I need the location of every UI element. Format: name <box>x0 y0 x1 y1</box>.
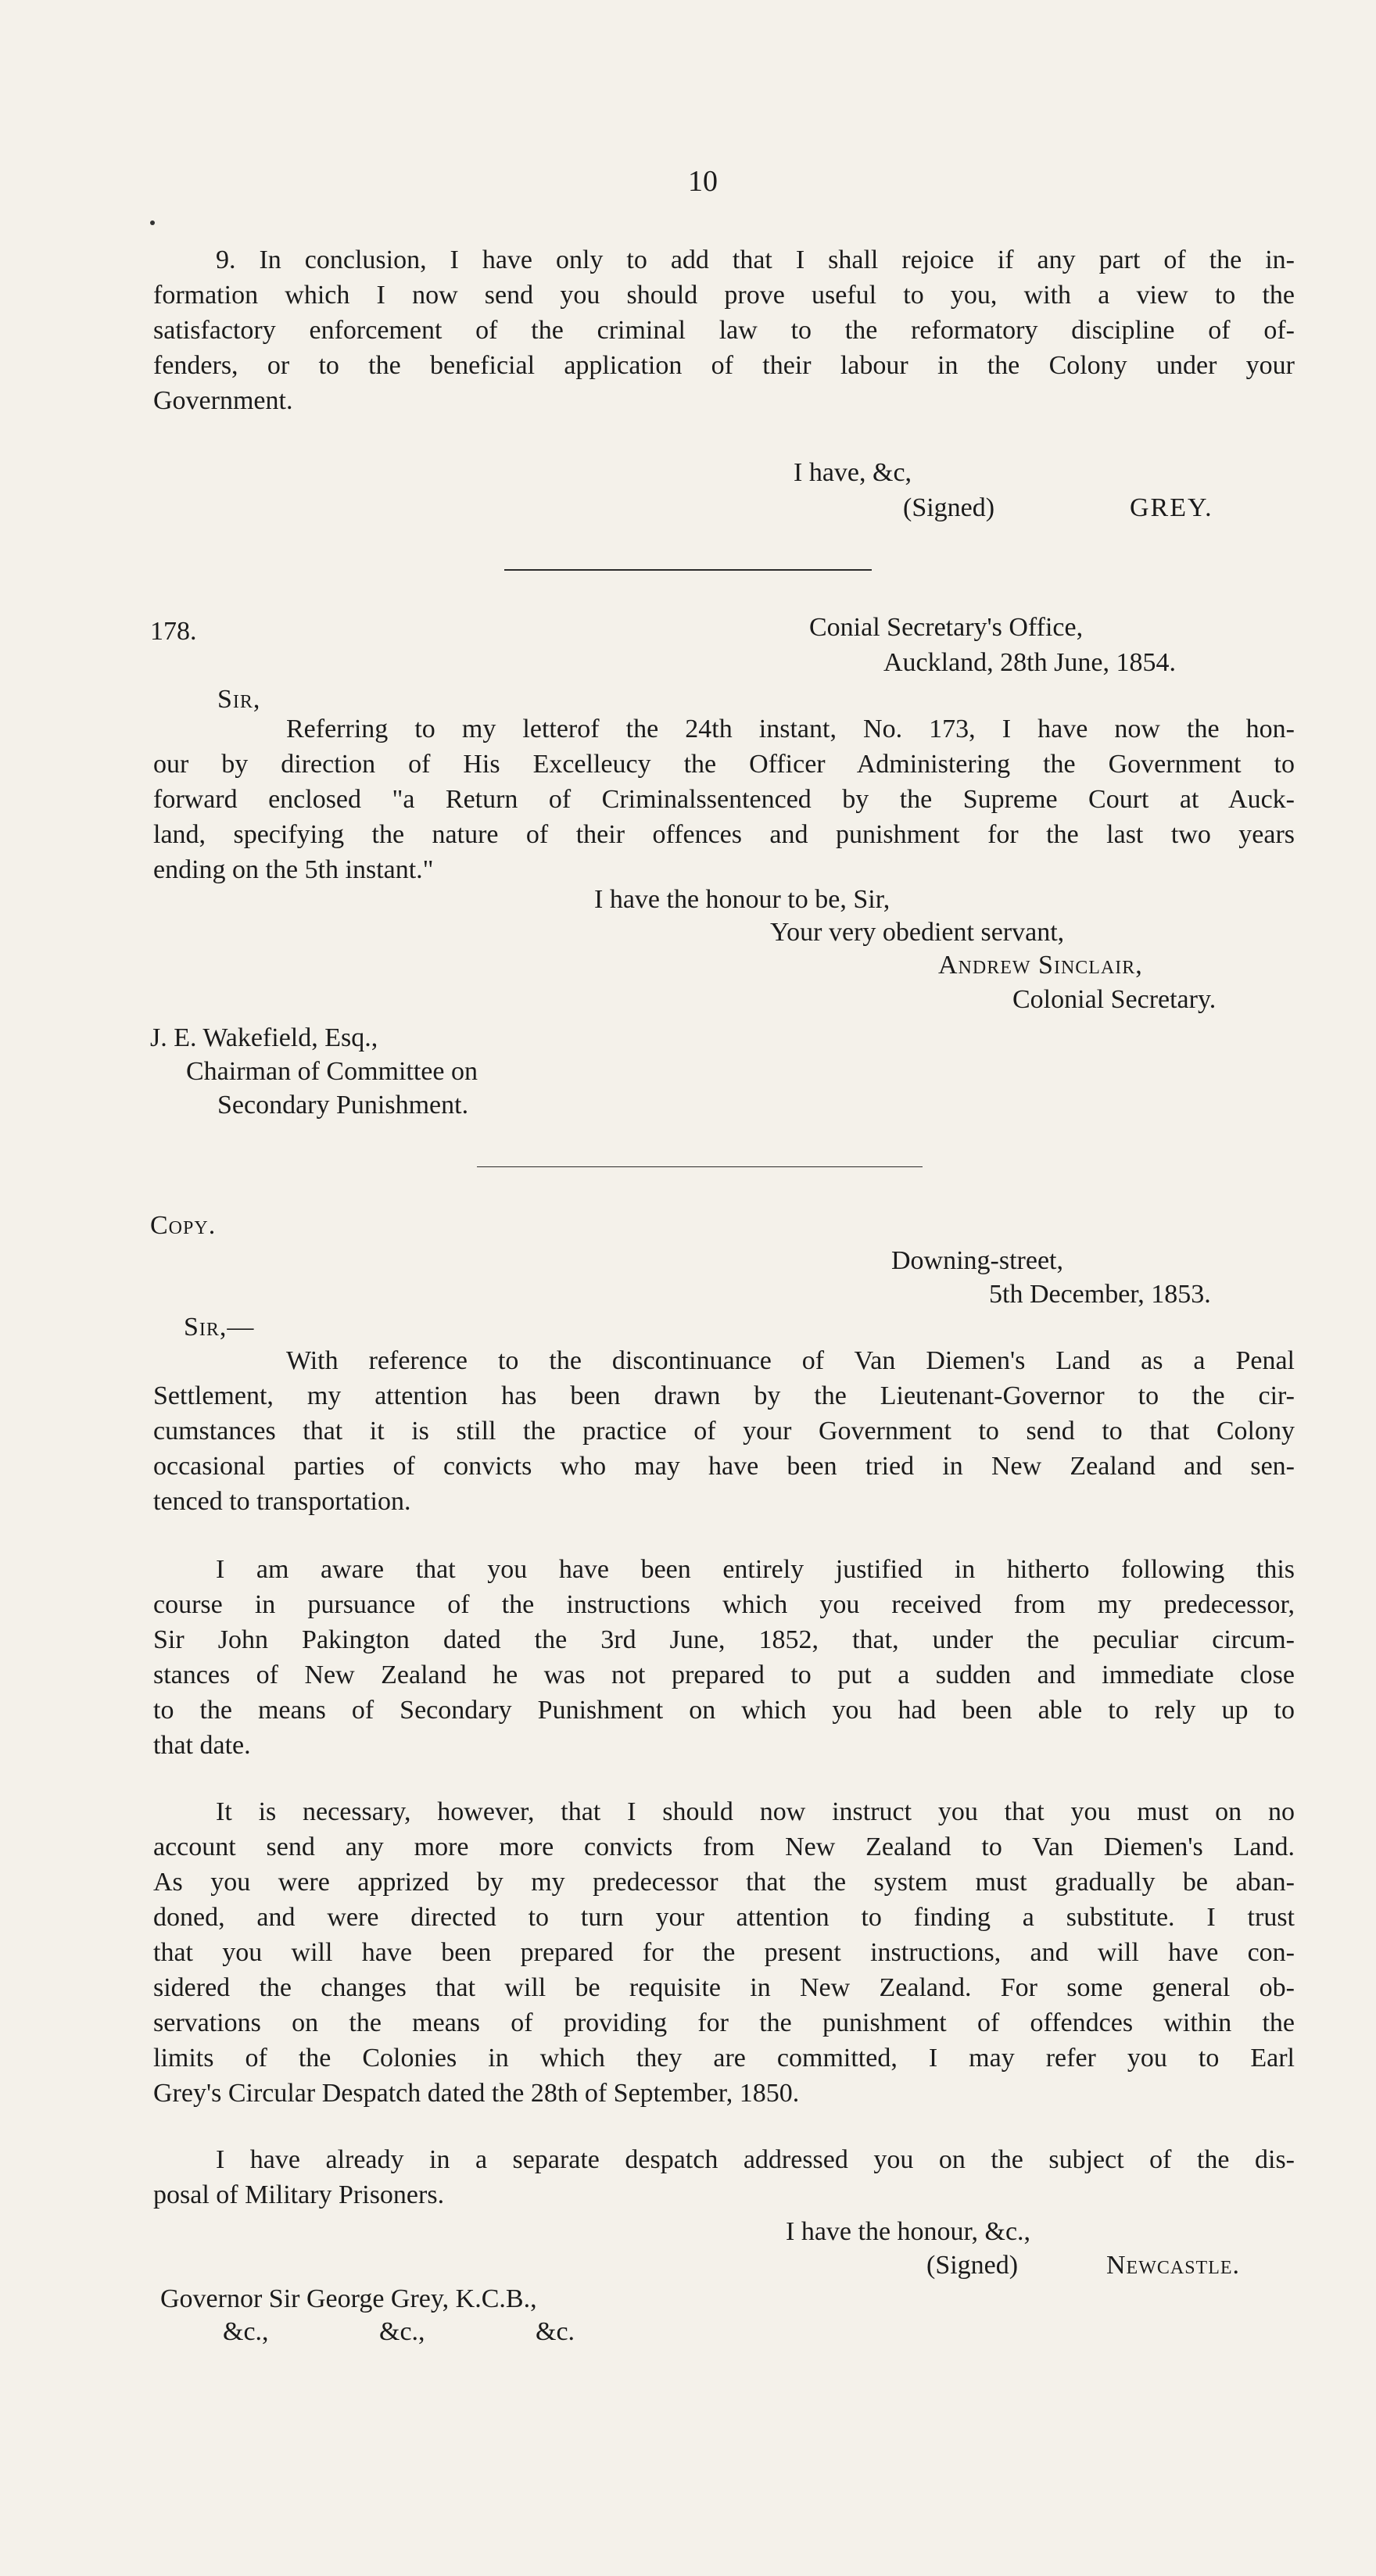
addressee-etc: &c., <box>379 2317 425 2346</box>
newcastle-paragraph-1 <box>153 1343 1295 1519</box>
text-line: tenced to transportation. <box>153 1487 411 1516</box>
text-line: Sir John Pakington dated the 3rd June, 1852, that, under the peculiar circum- <box>153 1625 1295 1654</box>
letter-number: 178. <box>150 617 197 646</box>
text-line: posal of Military Prisoners. <box>153 2180 445 2209</box>
newcastle-closing: I have the honour, &c., <box>786 2217 1031 2246</box>
text-line: I am aware that you have been entirely justified in hitherto following this <box>216 1555 1295 1584</box>
text-line: to the means of Secondary Punishment on which you had been able to rely up to <box>153 1696 1295 1725</box>
addressee-etc: &c., <box>223 2317 269 2346</box>
text-line: I have already in a separate despatch addressed you on the subject of the dis- <box>216 2145 1295 2174</box>
addressee-role-2: Secondary Punishment. <box>217 1091 469 1120</box>
sinclair-closing-2: Your very obedient servant, <box>770 918 1065 947</box>
grey-signature: GREY. <box>1130 493 1213 522</box>
text-line: occasional parties of convicts who may have been tried in New Zealand and sen- <box>153 1452 1295 1481</box>
text-line: stances of New Zealand he was not prepared to put a sudden and immediate close <box>153 1661 1295 1689</box>
sinclair-signature: Andrew Sinclair, <box>938 951 1143 980</box>
grey-paragraph <box>153 242 1295 418</box>
sinclair-paragraph <box>153 711 1295 887</box>
text-line: limits of the Colonies in which they are committed, I may refer you to Earl <box>153 2044 1295 2073</box>
salutation: Sir,— <box>184 1313 255 1342</box>
text-line: formation which I now send you should prove useful to you, with a view to the <box>153 281 1295 310</box>
grey-closing: I have, &c, <box>794 458 912 487</box>
newcastle-paragraph-4 <box>153 2142 1295 2212</box>
newcastle-signed: (Signed) <box>926 2251 1019 2280</box>
newcastle-paragraph-2 <box>153 1552 1295 1763</box>
text-line: As you were apprized by my predecessor that the system must gradually be aban- <box>153 1868 1295 1897</box>
grey-signed: (Signed) <box>903 493 995 522</box>
copy-label: Copy. <box>150 1211 217 1240</box>
text-line: With reference to the discontinuance of Van Diemen's Land as a Penal <box>286 1346 1295 1375</box>
text-line: Settlement, my attention has been drawn by the Lieutenant-Governor to the cir- <box>153 1381 1295 1410</box>
text-line: cumstances that it is still the practice of your Government to send to that Colony <box>153 1417 1295 1446</box>
sinclair-title: Colonial Secretary. <box>1012 985 1217 1014</box>
text-line: doned, and were directed to turn your attention to finding a substitute. I trust <box>153 1903 1295 1932</box>
text-line: course in pursuance of the instructions which you received from my predecessor, <box>153 1590 1295 1619</box>
text-line: account send any more more convicts from New Zealand to Van Diemen's Land. <box>153 1833 1295 1861</box>
sinclair-closing-1: I have the honour to be, Sir, <box>594 885 890 914</box>
section-divider <box>477 1166 923 1167</box>
office-heading: Conial Secretary's Office, <box>809 613 1084 642</box>
newcastle-paragraph-3 <box>153 1794 1295 2111</box>
newcastle-place: Downing-street, <box>891 1246 1064 1275</box>
text-line: sidered the changes that will be requisite in New Zealand. For some general ob- <box>153 1973 1295 2002</box>
text-line: ending on the 5th instant." <box>153 855 434 884</box>
section-divider <box>504 569 872 571</box>
addressee-name: J. E. Wakefield, Esq., <box>150 1023 378 1052</box>
text-line: that you will have been prepared for the present instructions, and will have con- <box>153 1938 1295 1967</box>
text-line: Referring to my letterof the 24th instant, No. 173, I have now the hon- <box>286 715 1295 743</box>
text-line: forward enclosed "a Return of Criminalssentenced by the Supreme Court at Auck- <box>153 785 1295 814</box>
place-date: Auckland, 28th June, 1854. <box>883 648 1176 677</box>
text-line: fenders, or to the beneficial application of their labour in the Colony under your <box>153 351 1295 380</box>
text-line: servations on the means of providing for the punishment of offendces within the <box>153 2008 1295 2037</box>
newcastle-signature: Newcastle. <box>1106 2251 1241 2280</box>
page-number: 10 <box>688 165 718 198</box>
text-line: land, specifying the nature of their offences and punishment for the last two years <box>153 820 1295 849</box>
newcastle-date: 5th December, 1853. <box>989 1280 1211 1309</box>
text-line: that date. <box>153 1731 251 1760</box>
text-line: Grey's Circular Despatch dated the 28th of September, 1850. <box>153 2079 800 2108</box>
addressee-name: Governor Sir George Grey, K.C.B., <box>160 2284 537 2313</box>
addressee-etc: &c. <box>536 2317 575 2346</box>
stray-mark <box>150 220 155 225</box>
text-line: It is necessary, however, that I should now instruct you that you must on no <box>216 1797 1295 1826</box>
text-line: 9. In conclusion, I have only to add that I shall rejoice if any part of the in- <box>216 245 1295 274</box>
addressee-role: Chairman of Committee on <box>186 1057 478 1086</box>
text-line: Government. <box>153 386 293 415</box>
salutation: Sir, <box>217 685 261 714</box>
text-line: our by direction of His Excelleucy the Officer Administering the Government to <box>153 750 1295 779</box>
text-line: satisfactory enforcement of the criminal law to the reformatory discipline of of- <box>153 316 1295 345</box>
